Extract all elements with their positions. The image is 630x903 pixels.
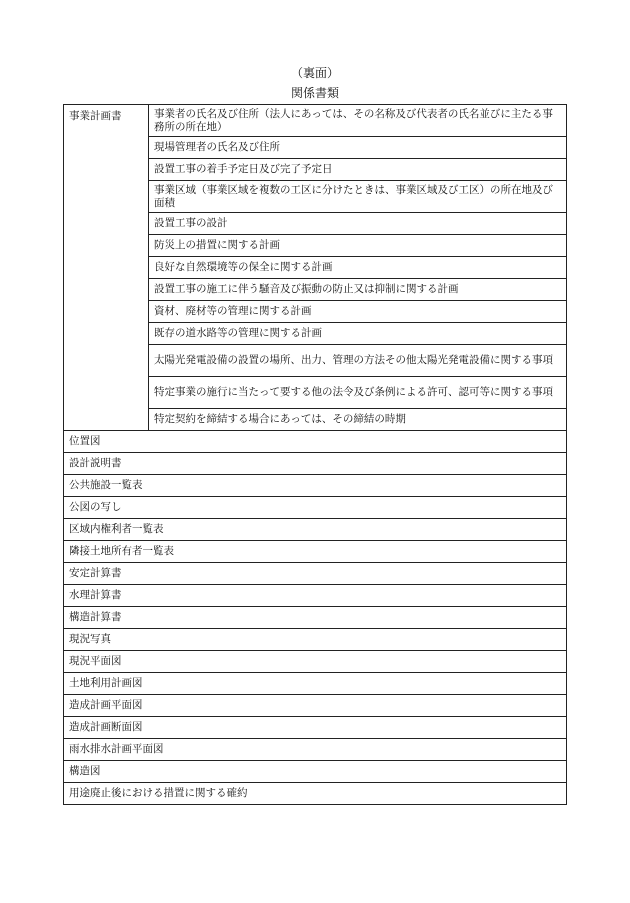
document-item: 構造図 bbox=[64, 761, 567, 783]
document-item: 土地利用計画図 bbox=[64, 673, 567, 695]
table-row bbox=[64, 607, 567, 629]
table-row bbox=[64, 673, 567, 695]
business-plan-item: 設置工事の着手予定日及び完了予定日 bbox=[149, 159, 567, 181]
table-row bbox=[64, 519, 567, 541]
table-row bbox=[64, 717, 567, 739]
table-row bbox=[64, 563, 567, 585]
document-item: 構造計算書 bbox=[64, 607, 567, 629]
table-row bbox=[64, 453, 567, 475]
document-item: 造成計画断面図 bbox=[64, 717, 567, 739]
document-item: 設計説明書 bbox=[64, 453, 567, 475]
related-documents-table bbox=[63, 104, 567, 805]
table-row bbox=[64, 541, 567, 563]
table-row bbox=[64, 761, 567, 783]
business-plan-item: 事業者の氏名及び住所（法人にあっては、その名称及び代表者の氏名並びに主たる事務所の所在地） bbox=[149, 105, 567, 137]
page-title: 関係書類 bbox=[290, 86, 339, 100]
document-item: 用途廃止後における措置に関する確約 bbox=[64, 783, 567, 805]
business-plan-label: 事業計画書 bbox=[64, 105, 149, 431]
table-row bbox=[64, 651, 567, 673]
document-item: 水理計算書 bbox=[64, 585, 567, 607]
document-item: 雨水排水計画平面図 bbox=[64, 739, 567, 761]
document-item: 現況写真 bbox=[64, 629, 567, 651]
document-item: 安定計算書 bbox=[64, 563, 567, 585]
business-plan-item: 既存の道水路等の管理に関する計画 bbox=[149, 323, 567, 345]
document-item: 造成計画平面図 bbox=[64, 695, 567, 717]
document-item: 公図の写し bbox=[64, 497, 567, 519]
table-row bbox=[64, 431, 567, 453]
table-row bbox=[64, 475, 567, 497]
business-plan-item: 太陽光発電設備の設置の場所、出力、管理の方法その他太陽光発電設備に関する事項 bbox=[149, 345, 567, 377]
table-row bbox=[64, 695, 567, 717]
document-item: 位置図 bbox=[64, 431, 567, 453]
document-item: 現況平面図 bbox=[64, 651, 567, 673]
table-row bbox=[64, 105, 567, 137]
business-plan-item: 資材、廃材等の管理に関する計画 bbox=[149, 301, 567, 323]
document-item: 公共施設一覧表 bbox=[64, 475, 567, 497]
table-row bbox=[64, 739, 567, 761]
table-row bbox=[64, 585, 567, 607]
business-plan-item: 特定契約を締結する場合にあっては、その締結の時期 bbox=[149, 409, 567, 431]
document-item: 区域内権利者一覧表 bbox=[64, 519, 567, 541]
business-plan-item: 設置工事の施工に伴う騒音及び振動の防止又は抑制に関する計画 bbox=[149, 279, 567, 301]
table-row bbox=[64, 497, 567, 519]
document-item: 隣接土地所有者一覧表 bbox=[64, 541, 567, 563]
business-plan-item: 現場管理者の氏名及び住所 bbox=[149, 137, 567, 159]
business-plan-item: 特定事業の施行に当たって要する他の法令及び条例による許可、認可等に関する事項 bbox=[149, 377, 567, 409]
page-side-label: （裏面） bbox=[290, 66, 339, 80]
business-plan-item: 事業区域（事業区域を複数の工区に分けたときは、事業区域及び工区）の所在地及び面積 bbox=[149, 181, 567, 213]
business-plan-item: 設置工事の設計 bbox=[149, 213, 567, 235]
table-row bbox=[64, 629, 567, 651]
table-row bbox=[64, 783, 567, 805]
business-plan-item: 防災上の措置に関する計画 bbox=[149, 235, 567, 257]
business-plan-item: 良好な自然環境等の保全に関する計画 bbox=[149, 257, 567, 279]
